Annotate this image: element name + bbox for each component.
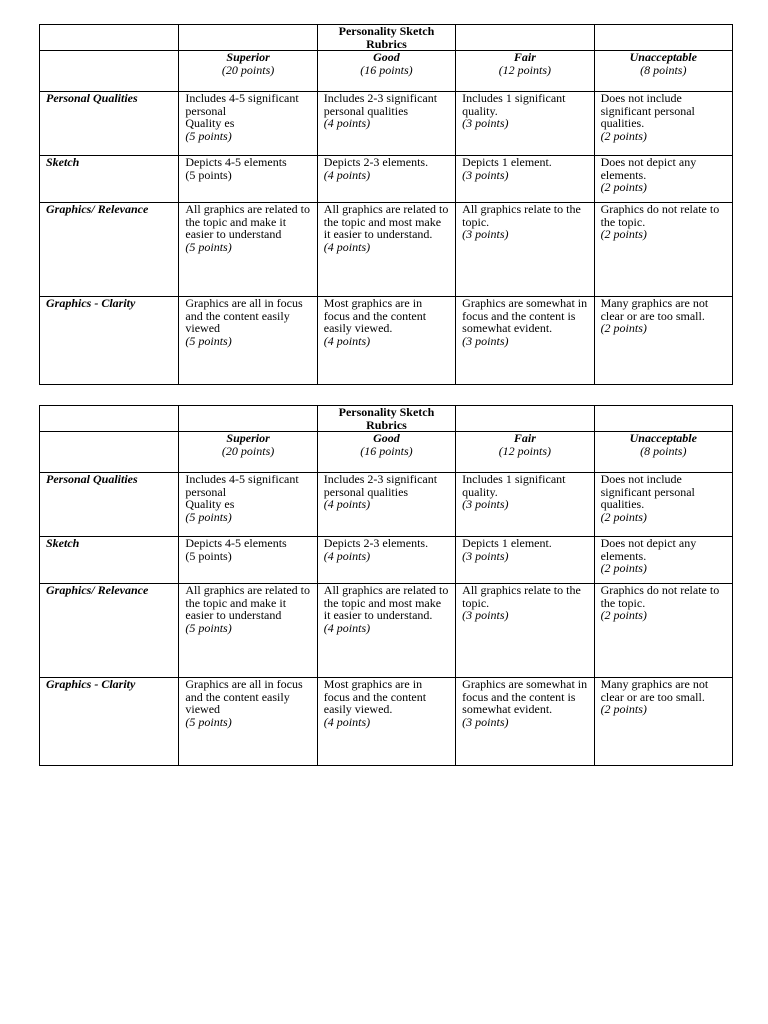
empty-cell [40, 51, 179, 92]
criterion-row-personal-qualities [40, 92, 733, 156]
level-points: (8 points) [640, 443, 687, 458]
cell-points: (2 points) [600, 702, 647, 716]
cell-text: Includes 4-5 significant personal Quality es [185, 472, 299, 511]
level-header-good [317, 432, 455, 473]
cell-description: Most graphics are in focus and the content easily viewed. [323, 677, 427, 716]
rubric-table-2 [39, 405, 733, 766]
criterion-row-personal-qualities [40, 473, 733, 537]
cell-description: All graphics are related to the topic and make it easier to understand [185, 202, 311, 241]
cell-description: Includes 2-3 significant personal qualities [323, 91, 438, 118]
cell-description: Does not include significant personal qualities. [600, 91, 695, 130]
cell-points: (5 points) [185, 167, 232, 182]
level-name: Fair [513, 50, 536, 64]
cell-description: All graphics are related to the topic and most make it easier to understand. [323, 583, 449, 622]
cell-description: Graphics are somewhat in focus and the content is somewhat evident. [462, 677, 588, 716]
empty-cell [179, 25, 317, 51]
cell-description: Depicts 2-3 elements. [323, 536, 429, 550]
cell-points: (2 points) [600, 227, 647, 241]
rubric-cell [179, 297, 317, 385]
level-header-good [317, 51, 455, 92]
cell-description: Graphics are all in focus and the content easily viewed [185, 677, 303, 716]
rubric-grid [39, 24, 733, 385]
level-points: (16 points) [360, 62, 413, 77]
cell-description: Most graphics are in focus and the content easily viewed. [323, 296, 427, 335]
level-header-fair [456, 51, 594, 92]
cell-description [185, 473, 310, 511]
cell-points: (3 points) [462, 608, 509, 622]
cell-description: Graphics are somewhat in focus and the content is somewhat evident. [462, 296, 588, 335]
level-points: (12 points) [498, 443, 552, 458]
rubric-cell [456, 297, 594, 385]
rubric-cell [317, 203, 455, 297]
criterion-row-graphics-relevance [40, 203, 733, 297]
cell-points: (5 points) [185, 620, 232, 635]
level-name: Good [373, 50, 400, 64]
cell-description: All graphics are related to the topic and make it easier to understand [185, 583, 311, 622]
empty-cell [40, 432, 179, 473]
title-row [40, 25, 733, 51]
criterion-row-graphics-clarity [40, 678, 733, 766]
rubric-cell [317, 678, 455, 766]
cell-points: (2 points) [600, 321, 647, 335]
level-header-row [40, 51, 733, 92]
rubric-cell [594, 156, 732, 203]
level-points: (20 points) [221, 443, 275, 458]
criterion-row-graphics-relevance [40, 584, 733, 678]
cell-description: Depicts 4-5 elements [185, 536, 287, 550]
empty-cell [594, 25, 732, 51]
level-name: Good [373, 431, 400, 445]
cell-description: Includes 1 significant quality. [462, 91, 566, 118]
cell-points: (5 points) [185, 509, 232, 524]
empty-cell [40, 406, 179, 432]
cell-points: (4 points) [323, 167, 371, 182]
cell-points: (4 points) [323, 239, 371, 254]
cell-description: Depicts 2-3 elements. [323, 155, 429, 169]
rubric-cell [594, 203, 732, 297]
level-name: Unacceptable [629, 50, 697, 64]
cell-description: All graphics relate to the topic. [462, 583, 581, 610]
cell-points: (2 points) [600, 180, 647, 194]
rubric-cell [456, 473, 594, 537]
rubric-cell [317, 297, 455, 385]
cell-description: Many graphics are not clear or are too small. [600, 296, 709, 323]
empty-cell [40, 25, 179, 51]
rubric-cell [179, 678, 317, 766]
criterion-label: Personal Qualities [40, 92, 179, 156]
cell-points: (3 points) [462, 116, 509, 130]
cell-points: (2 points) [600, 608, 647, 622]
level-header-unacceptable [594, 51, 732, 92]
cell-description: Graphics are all in focus and the content easily viewed [185, 296, 303, 335]
rubric-cell [456, 156, 594, 203]
level-points: (16 points) [360, 443, 413, 458]
rubric-cell [317, 584, 455, 678]
criterion-label: Personal Qualities [40, 473, 179, 537]
rubric-cell [594, 678, 732, 766]
level-points: (8 points) [640, 62, 687, 77]
level-header-unacceptable [594, 432, 732, 473]
criterion-row-sketch [40, 537, 733, 584]
level-name: Unacceptable [629, 431, 697, 445]
level-header-fair [456, 432, 594, 473]
rubric-cell [594, 584, 732, 678]
rubric-cell [317, 473, 455, 537]
cell-description: Depicts 1 element. [462, 536, 552, 550]
level-name: Superior [226, 50, 270, 64]
cell-description: Does not depict any elements. [600, 155, 697, 182]
cell-description: Does not include significant personal qualities. [600, 472, 695, 511]
rubric-cell [456, 584, 594, 678]
criterion-label: Graphics - Clarity [40, 678, 179, 766]
cell-points: (4 points) [323, 497, 371, 511]
cell-points: (5 points) [185, 714, 232, 729]
rubric-cell [317, 156, 455, 203]
rubric-cell [317, 92, 455, 156]
cell-points: (3 points) [462, 167, 509, 182]
rubric-title: Personality Sketch Rubrics [317, 406, 455, 432]
criterion-label: Graphics - Clarity [40, 297, 179, 385]
criterion-label: Sketch [40, 537, 179, 584]
cell-description: Graphics do not relate to the topic. [600, 202, 720, 229]
rubric-cell [456, 678, 594, 766]
cell-points: (5 points) [185, 548, 232, 563]
criterion-label: Graphics/ Relevance [40, 203, 179, 297]
criterion-row-sketch [40, 156, 733, 203]
cell-description: Includes 1 significant quality. [462, 472, 566, 499]
cell-points: (4 points) [323, 548, 371, 563]
cell-description: Many graphics are not clear or are too small. [600, 677, 709, 704]
cell-points: (5 points) [185, 128, 232, 143]
cell-description: Does not depict any elements. [600, 536, 697, 563]
cell-points: (4 points) [323, 620, 371, 635]
cell-description: Depicts 4-5 elements [185, 155, 287, 169]
title-row [40, 406, 733, 432]
cell-points: (4 points) [323, 714, 371, 729]
cell-text: Includes 4-5 significant personal Quality es [185, 91, 299, 130]
cell-points: (3 points) [462, 333, 509, 348]
level-header-superior [179, 432, 317, 473]
rubric-cell [456, 203, 594, 297]
empty-cell [456, 406, 594, 432]
rubric-cell [594, 92, 732, 156]
cell-points: (3 points) [462, 227, 509, 241]
rubric-cell [179, 92, 317, 156]
cell-points: (5 points) [185, 333, 232, 348]
cell-points: (4 points) [323, 116, 371, 130]
rubric-cell [179, 537, 317, 584]
rubric-cell [179, 473, 317, 537]
rubric-cell [179, 584, 317, 678]
cell-description: Depicts 1 element. [462, 155, 552, 169]
rubric-grid [39, 405, 733, 766]
rubric-cell [594, 297, 732, 385]
cell-points: (2 points) [600, 509, 647, 524]
rubric-cell [456, 537, 594, 584]
rubric-cell [594, 473, 732, 537]
cell-description: All graphics are related to the topic and most make it easier to understand. [323, 202, 449, 241]
cell-points: (3 points) [462, 548, 509, 563]
cell-points: (2 points) [600, 561, 647, 575]
criterion-label: Graphics/ Relevance [40, 584, 179, 678]
rubric-cell [179, 203, 317, 297]
empty-cell [179, 406, 317, 432]
level-points: (20 points) [221, 62, 275, 77]
cell-points: (2 points) [600, 128, 647, 143]
level-header-row [40, 432, 733, 473]
rubric-table-1 [39, 24, 733, 385]
rubric-title: Personality Sketch Rubrics [317, 25, 455, 51]
level-name: Fair [513, 431, 536, 445]
cell-points: (4 points) [323, 333, 371, 348]
level-header-superior [179, 51, 317, 92]
level-points: (12 points) [498, 62, 552, 77]
cell-description: Includes 2-3 significant personal qualities [323, 472, 438, 499]
cell-points: (3 points) [462, 497, 509, 511]
rubric-cell [456, 92, 594, 156]
level-name: Superior [226, 431, 270, 445]
empty-cell [456, 25, 594, 51]
cell-points: (5 points) [185, 239, 232, 254]
cell-description: All graphics relate to the topic. [462, 202, 581, 229]
cell-description: Graphics do not relate to the topic. [600, 583, 720, 610]
rubric-cell [179, 156, 317, 203]
rubric-cell [594, 537, 732, 584]
empty-cell [594, 406, 732, 432]
rubric-cell [317, 537, 455, 584]
criterion-label: Sketch [40, 156, 179, 203]
criterion-row-graphics-clarity [40, 297, 733, 385]
cell-description [185, 92, 310, 130]
cell-points: (3 points) [462, 714, 509, 729]
